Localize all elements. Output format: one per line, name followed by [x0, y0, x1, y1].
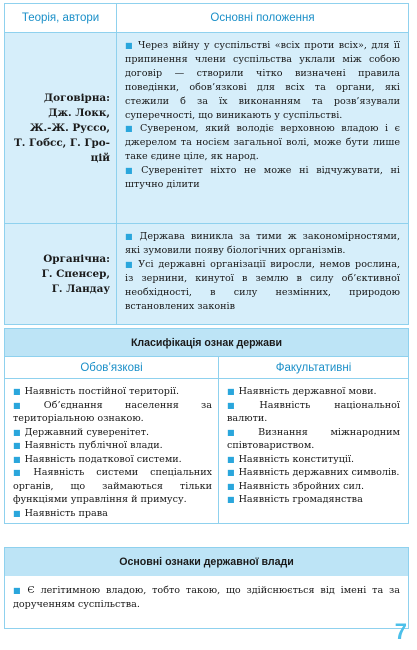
list-item: ■ Є легітимною владою, тобто такою, що здійснюється від імені та за дорученням суспільства. — [13, 585, 401, 610]
bullet-icon: ■ — [125, 232, 136, 241]
header-points: Основні положення — [210, 12, 315, 24]
bullet-icon: ■ — [227, 400, 256, 410]
list-item: ■ Наявність державної мови. — [227, 386, 377, 397]
list-item: ■ Наявність постійної території. — [13, 386, 180, 397]
list-item: ■ Наявність системи спеціальних органів, що займаються тільки функціями управління й примусу. — [13, 467, 212, 505]
list-item: ■ Усі державні організації виросли, немов рослина, із зернини, кинутої в землю в силу об’єктивної необхідності, в силу незмінних, природою встановлених законів — [125, 258, 400, 312]
table-row-contract-theory — [5, 32, 408, 223]
list-item: ■ Наявність громадянства — [227, 494, 363, 505]
bullet-icon: ■ — [13, 454, 21, 464]
mandatory-list — [5, 379, 219, 523]
bullet-icon: ■ — [227, 387, 235, 396]
bullet-icon: ■ — [13, 468, 30, 477]
list-item: ■ Наявність права — [13, 507, 108, 519]
header-optional: Факультативні — [275, 361, 352, 374]
state-power-table — [4, 547, 409, 629]
list-item: ■ Сувереном, який володіє верховною владою і є джерелом та носієм загальної волі, може бути лише таке єдине ціле, як народ. — [125, 123, 401, 163]
bullet-icon: ■ — [13, 586, 24, 595]
bullet-icon: ■ — [227, 427, 255, 437]
list-item: ■ Державний суверенітет. — [13, 426, 150, 438]
bullet-icon: ■ — [227, 468, 235, 477]
theories-table — [4, 3, 409, 325]
optional-list — [219, 379, 408, 523]
bullet-icon: ■ — [227, 495, 235, 504]
bullet-icon: ■ — [13, 400, 40, 410]
state-power-title: Основні ознаки державної влади — [119, 556, 294, 568]
bullet-icon: ■ — [125, 166, 138, 176]
header-theory: Теорія, автори — [21, 12, 100, 24]
list-item: ■ Наявність публічної влади. — [13, 440, 163, 451]
list-item: ■ Наявність збройних сил. — [227, 480, 364, 492]
bullet-icon: ■ — [125, 124, 137, 134]
list-item: ■ Суверенітет ніхто не може ні відчужувати, ні штучно ділити — [125, 165, 401, 191]
theory-name: Органічна: Г. Спенсер, Г. Ландау — [41, 252, 110, 295]
list-item: ■ Через війну у суспільстві «всіх проти всіх», для її припинення члени суспільства уклали між собою договір — створили чітко визначені правила поведінки, обов’язкові для всіх та органи, які стежили б за їх виконанням та розв’язували суперечності, що виникають у суспільстві. — [125, 40, 400, 121]
table-row-organic-theory — [5, 223, 408, 324]
bullet-icon: ■ — [125, 259, 135, 269]
classification-title: Класифікація ознак держави — [130, 336, 283, 349]
page-number: 7 — [394, 619, 407, 644]
bullet-icon: ■ — [227, 481, 235, 491]
bullet-icon: ■ — [227, 454, 235, 464]
bullet-icon: ■ — [13, 441, 21, 450]
list-item: ■ Наявність податкової системи. — [13, 453, 182, 465]
list-item: ■ Наявність національної валюти. — [227, 399, 400, 424]
header-mandatory: Обов’язкові — [80, 361, 143, 374]
bullet-icon: ■ — [13, 508, 21, 518]
list-item: ■ Визнання міжнародним співтовариством. — [227, 426, 401, 451]
bullet-icon: ■ — [13, 387, 21, 396]
list-item: ■ Наявність конституції. — [227, 453, 355, 465]
theories-table-header — [5, 4, 408, 32]
list-item: ■ Об’єднання населення за територіальною ознакою. — [13, 399, 212, 424]
list-item: ■ Наявність державних символів. — [227, 467, 400, 478]
classification-table — [4, 328, 409, 524]
bullet-icon: ■ — [125, 41, 134, 50]
bullet-icon: ■ — [13, 427, 21, 437]
theory-name: Договірна: Дж. Локк, Ж.-Ж. Руссо, Т. Гобсс, Г. Гро- цій — [14, 91, 110, 164]
list-item: ■ Держава виникла за тими ж закономірностями, які зумовили появу біологічних організмів. — [125, 231, 401, 256]
